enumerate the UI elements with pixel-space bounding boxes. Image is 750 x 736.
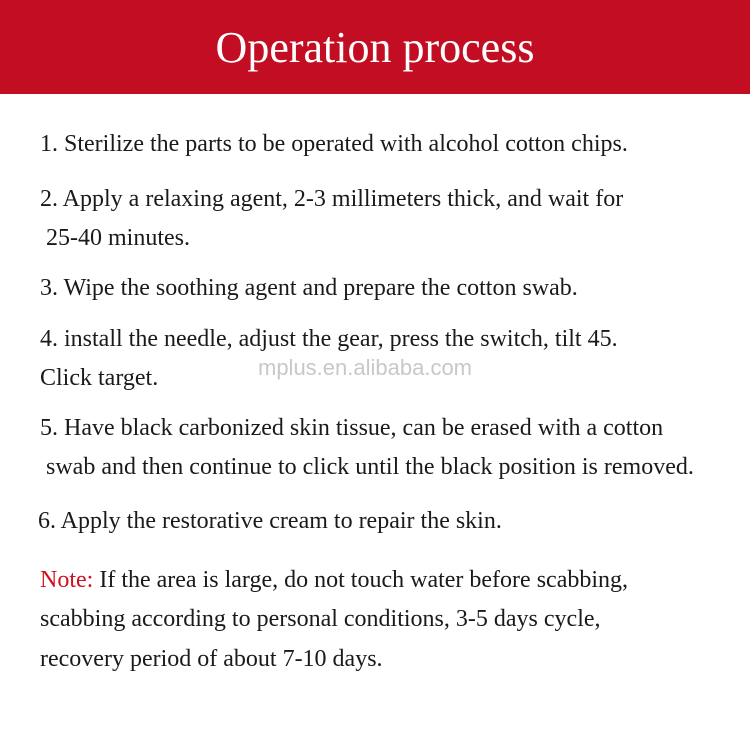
- step-3-line-1: 3. Wipe the soothing agent and prepare the cotton swab.: [40, 275, 578, 301]
- watermark: mplus.en.alibaba.com: [258, 355, 473, 380]
- step-4-line-2: Click target.: [40, 365, 159, 391]
- page-title: Operation process: [215, 23, 535, 72]
- step-5-line-1: 5. Have black carbonized skin tissue, can be erased with a cotton: [40, 415, 664, 441]
- step-5-line-2: swab and then continue to click until the black position is removed.: [40, 454, 694, 480]
- step-6-line-1: 6. Apply the restorative cream to repair the skin.: [38, 508, 502, 534]
- note-line-1: [40, 566, 628, 594]
- step-2-line-2: 25-40 minutes.: [40, 225, 190, 251]
- note-line-3: recovery period of about 7-10 days.: [40, 646, 383, 672]
- note-text-1: If the area is large, do not touch water before scabbing,: [93, 567, 629, 593]
- step-2-line-1: 2. Apply a relaxing agent, 2-3 millimeters thick, and wait for: [40, 186, 624, 212]
- note-label: Note:: [40, 567, 94, 593]
- step-4-line-1: 4. install the needle, adjust the gear, press the switch, tilt 45.: [40, 326, 618, 352]
- header-banner: [0, 0, 750, 94]
- step-1-line-1: 1. Sterilize the parts to be operated with alcohol cotton chips.: [40, 131, 628, 157]
- note-line-2: scabbing according to personal conditions, 3-5 days cycle,: [40, 606, 601, 632]
